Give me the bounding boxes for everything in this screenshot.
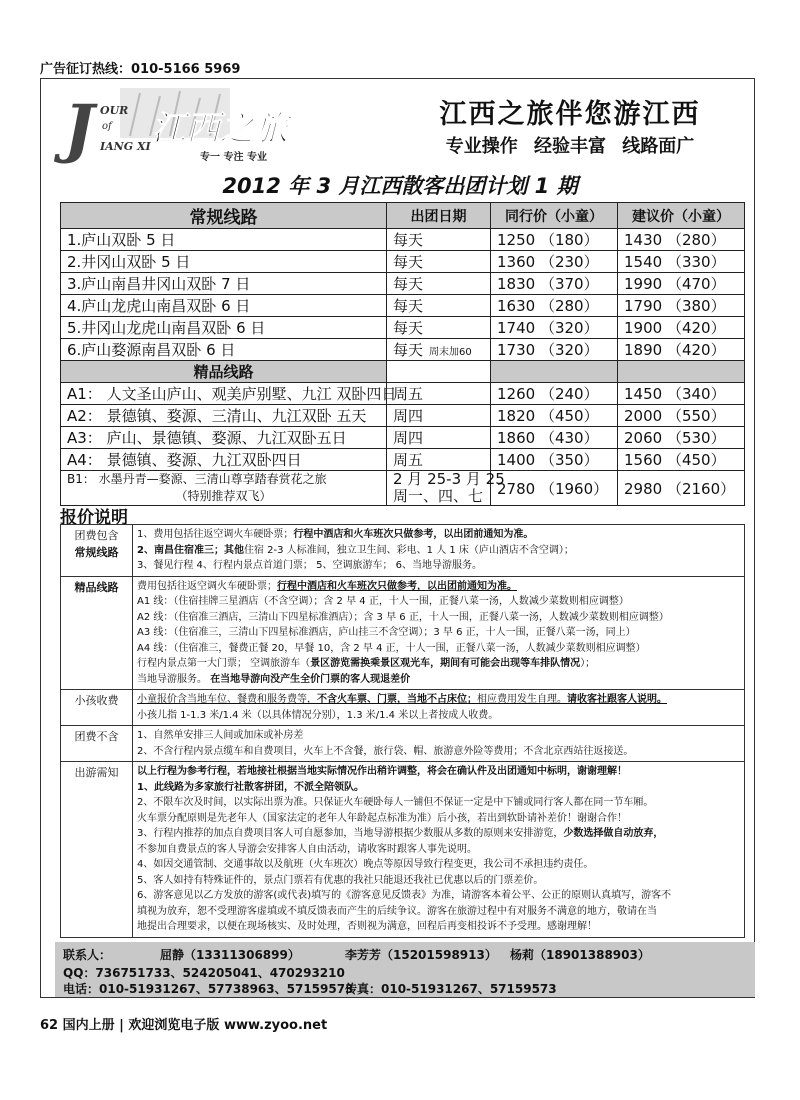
- notes-label: 团费不含: [61, 726, 133, 762]
- logo-j: J: [64, 91, 95, 166]
- routes-table: [60, 202, 745, 506]
- logo-letters-top: OUR: [100, 104, 129, 117]
- route-name: 3.庐山南昌井冈山双卧 7 日: [61, 273, 387, 295]
- notes-label: 精品线路: [61, 576, 133, 690]
- premium-section-heading: 精品线路: [61, 361, 387, 383]
- table-row: [61, 405, 745, 427]
- route-schedule: 每天: [387, 295, 491, 317]
- route-peer-price: 1260 （240）: [491, 383, 618, 405]
- note-line: 1、费用包括往返空调火车硬卧票；行程中酒店和火车班次只做参考，以出团前通知为准。: [137, 529, 534, 540]
- route-rec-price: 1900 （420）: [618, 317, 745, 339]
- route-peer-price: 1740 （320）: [491, 317, 618, 339]
- contact-qq: QQ：736751733、524205041、470293210: [63, 966, 345, 980]
- note-line: 1、自然单安排三人间或加床或补房差: [137, 730, 304, 741]
- route-rec-price: 1790 （380）: [618, 295, 745, 317]
- notes-label: 出游需知: [61, 762, 133, 938]
- contact-person-1: 屈静（13311306899）: [160, 948, 300, 962]
- subline: 专业操作 经验丰富 线路面广: [445, 136, 695, 157]
- note-line: 填视为放弃，恕不受理游客虚填或不填反馈表而产生的后续争议。游客在旅游过程中有对服务不满意的地方，敬请在当: [137, 905, 657, 917]
- note-line: 地提出合理要求，以便在现场核实、及时处理，否则视为满意，回程后再变相投诉不予受理。感谢理解！: [137, 921, 597, 932]
- note-line: 行程内景点第一大门票； 空调旅游车（景区游览需换乘景区观光车，期间有可能会出现等车排队情况）；: [137, 658, 596, 669]
- table-row: [61, 273, 745, 295]
- note-line: A1 线：（住宿挂牌三星酒店（不含空调）；含 2 早 4 正，十人一围，正餐八菜一汤，人数减少菜数则相应调整）: [137, 596, 629, 607]
- route-peer-price: 1250 （180）: [491, 229, 618, 251]
- label-regular: 常规线路: [74, 546, 119, 559]
- route-schedule: 周四: [387, 405, 491, 427]
- route-schedule: [387, 470, 505, 506]
- notes-content: [133, 525, 745, 577]
- note-line: 以上行程为参考行程，若地接社根据当地实际情况作出稍许调整，将会在确认件及出团通知中标明，谢谢理解！: [137, 766, 627, 777]
- route-schedule: 每天: [387, 229, 491, 251]
- notes-row-travel-notice: [61, 762, 745, 938]
- logo-of: of: [102, 121, 112, 132]
- note-line: 3、餐见行程 4、行程内景点首道门票； 5、空调旅游车； 6、当地导游服务。: [137, 560, 482, 571]
- empty-cell: [387, 361, 491, 383]
- label-included: 团费包含: [74, 529, 119, 542]
- b1-line1: B1： 水墨丹青—婺源、三清山尊享踏春赏花之旅: [67, 472, 327, 486]
- b1-schedule-days: 周一、四、七: [393, 487, 484, 505]
- route-peer-price: 1360 （230）: [491, 251, 618, 273]
- route-rec-price: 1890 （420）: [618, 339, 745, 361]
- header-recommended-price: 建议价（小童）: [618, 203, 745, 229]
- route-name: [61, 471, 387, 506]
- weekend-surcharge-note: 周末加60: [429, 347, 472, 358]
- route-peer-price: 1630 （280）: [491, 295, 618, 317]
- route-name: A3： 庐山、景德镇、婺源、九江双卧五日: [61, 427, 387, 449]
- header-departure-date: 出团日期: [387, 203, 491, 229]
- ad-hotline: 广告征订热线：010-5166 5969: [40, 62, 241, 77]
- contact-bar: [55, 942, 755, 997]
- notes-content: [133, 690, 745, 726]
- note-line: A3 线：（住宿准三，三清山下四星标准酒店，庐山挂三不含空调）；3 早 6 正，十人一围，正餐八菜一汤，同上）: [137, 627, 636, 638]
- route-name: A1： 人文圣山庐山、观美庐别墅、九江 双卧四日: [61, 383, 387, 405]
- notes-label: [61, 525, 133, 577]
- contact-fax: 传真：010-51931267、57159573: [345, 982, 557, 996]
- note-line: A2 线：（住宿准三酒店，三清山下四星标准酒店）；含 3 早 6 正，十人一围，正餐八菜一汤，人数减少菜数则相应调整）: [137, 611, 669, 623]
- route-rec-price: 2060 （530）: [618, 427, 745, 449]
- note-line: 2、不含行程内景点缆车和自费项目，火车上不含餐，旅行袋、帽、旅游意外险等费用；不含北京西站往返接送。: [137, 745, 634, 757]
- note-line: 当地导游服务。 在当地导游向没产生全价门票的客人现退差价: [137, 673, 411, 685]
- premium-section-row: [61, 361, 745, 383]
- logo-tagline: 专一 专注 专业: [200, 152, 267, 163]
- note-line: 3、行程内推荐的加点自费项目客人可自愿参加，当地导游根据少数服从多数的原则来安排游览，少数选择做自动放弃，: [137, 828, 664, 839]
- note-line: 小童报价含当地车位、餐费和服务费等，不含火车票、门票，当地不占床位；相应费用发生自理。请收客社跟客人说明。: [137, 694, 667, 705]
- notes-label: 小孩收费: [61, 690, 133, 726]
- contact-phone: 电话：010-51931267、57738963、57159573: [63, 982, 354, 996]
- route-name: 2.井冈山双卧 5 日: [61, 251, 387, 273]
- route-peer-price: 1860 （430）: [491, 427, 618, 449]
- jiangxi-logo: [60, 88, 360, 168]
- table-row: [61, 251, 745, 273]
- header-regular-lines: 常规线路: [61, 203, 387, 229]
- table-row: [61, 449, 745, 471]
- page-footer: 62 国内上册 | 欢迎浏览电子版 www.zyoo.net: [40, 1018, 328, 1033]
- table-row: [61, 295, 745, 317]
- route-name: A2： 景德镇、婺源、三清山、九江双卧 五天: [61, 405, 387, 427]
- notes-row-children: [61, 690, 745, 726]
- route-schedule: 周五: [387, 383, 491, 405]
- table-row: [61, 383, 745, 405]
- route-peer-price: 1400 （350）: [491, 449, 618, 471]
- route-name: 4.庐山龙虎山南昌双卧 6 日: [61, 295, 387, 317]
- route-rec-price: 1540 （330）: [618, 251, 745, 273]
- route-name: 6.庐山婺源南昌双卧 6 日: [61, 339, 387, 361]
- empty-cell: [618, 361, 745, 383]
- notes-content: [133, 762, 745, 938]
- price-notes-table: [60, 524, 745, 938]
- logo-main-text: 江西之旅: [152, 109, 288, 149]
- contact-person-3: 杨莉（18901388903）: [510, 948, 650, 962]
- headline: 江西之旅伴您游江西: [439, 99, 701, 130]
- notes-row-included-regular: [61, 525, 745, 577]
- note-line: A4 线：（住宿准三，餐费正餐 20，早餐 10，含 2 早 4 正，十人一围，正餐八菜一汤，人数减少菜数则相应调整）: [137, 642, 646, 654]
- note-line: 2、南昌住宿准三；其他住宿 2-3 人标准间，独立卫生间、彩电、1 人 1 床（庐山酒店不含空调）；: [137, 544, 574, 556]
- route-peer-price: 1820 （450）: [491, 405, 618, 427]
- table-row: [61, 427, 745, 449]
- empty-cell: [491, 361, 618, 383]
- route-peer-price: 2780 （1960）: [491, 471, 618, 506]
- note-line: 1、此线路为多家旅行社散客拼团，不派全陪领队。: [137, 781, 364, 793]
- price-notes-heading: 报价说明: [60, 508, 128, 528]
- route-name: 5.井冈山龙虎山南昌双卧 6 日: [61, 317, 387, 339]
- route-schedule: 每天: [387, 273, 491, 295]
- note-line: 6、游客意见以乙方发放的游客(或代表)填写的《游客意见反馈表》为准，请游客本着公平、公正的原则认真填写，游客不: [137, 890, 672, 901]
- route-peer-price: 1830 （370）: [491, 273, 618, 295]
- route-rec-price: 2000 （550）: [618, 405, 745, 427]
- note-line: 不参加自费景点的客人导游会安排客人自由活动，请收客时跟客人事先说明。: [137, 843, 477, 855]
- route-schedule: [387, 339, 491, 361]
- logo-letters-bottom: IANG XI: [100, 140, 151, 153]
- route-rec-price: 2980 （2160）: [618, 471, 745, 506]
- route-name: 1.庐山双卧 5 日: [61, 229, 387, 251]
- route-rec-price: 1990 （470）: [618, 273, 745, 295]
- plan-title: 2012 年 3 月江西散客出团计划 1 期: [222, 174, 578, 198]
- b1-schedule-dates: 2 月 25-3 月 25: [393, 470, 505, 488]
- route-rec-price: 1450 （340）: [618, 383, 745, 405]
- table-row: [61, 229, 745, 251]
- notes-content: [133, 726, 745, 762]
- contact-label: 联系人：: [63, 948, 112, 962]
- notes-content: [133, 576, 745, 690]
- table-row: [61, 339, 745, 361]
- table-header-row: [61, 203, 745, 229]
- route-schedule: 每天: [387, 251, 491, 273]
- contact-person-2: 李芳芳（15201598913）: [345, 948, 497, 962]
- note-line: 2、不限车次及时间，以实际出票为准。只保证火车硬卧每人一铺但不保证一定是中下铺或同行客人都在同一节车厢。: [137, 797, 654, 808]
- route-schedule-text: 每天: [393, 341, 424, 359]
- route-rec-price: 1560 （450）: [618, 449, 745, 471]
- note-line: 火车票分配原则是先老年人（国家法定的老年人年龄起点标准为准）后小孩，若出到软卧请补差价！谢谢合作！: [137, 812, 627, 824]
- route-peer-price: 1730 （320）: [491, 339, 618, 361]
- header-peer-price: 同行价（小童）: [491, 203, 618, 229]
- notes-row-excluded: [61, 726, 745, 762]
- note-line: 小孩儿指 1-1.3 米/1.4 米（以具体情况分别），1.3 米/1.4 米以上者按成人收费。: [137, 709, 499, 721]
- b1-line2: （特别推荐双飞）: [175, 489, 272, 503]
- note-line: 4、如因交通管制、交通事故以及航班（火车班次）晚点等原因导致行程变更，我公司不承担违约责任。: [137, 859, 594, 870]
- notes-row-premium: [61, 576, 745, 690]
- table-row: [61, 317, 745, 339]
- note-line: 5、客人如持有特殊证件的，景点门票若有优惠的我社只能退还我社已优惠以后的门票差价。: [137, 874, 544, 886]
- route-schedule: 周四: [387, 427, 491, 449]
- note-line: 费用包括往返空调火车硬卧票；行程中酒店和火车班次只做参考，以出团前通知为准。: [137, 580, 517, 592]
- route-schedule: 周五: [387, 449, 491, 471]
- table-row: [61, 471, 745, 506]
- route-name: A4： 景德镇、婺源、九江双卧四日: [61, 449, 387, 471]
- route-rec-price: 1430 （280）: [618, 229, 745, 251]
- route-schedule: 每天: [387, 317, 491, 339]
